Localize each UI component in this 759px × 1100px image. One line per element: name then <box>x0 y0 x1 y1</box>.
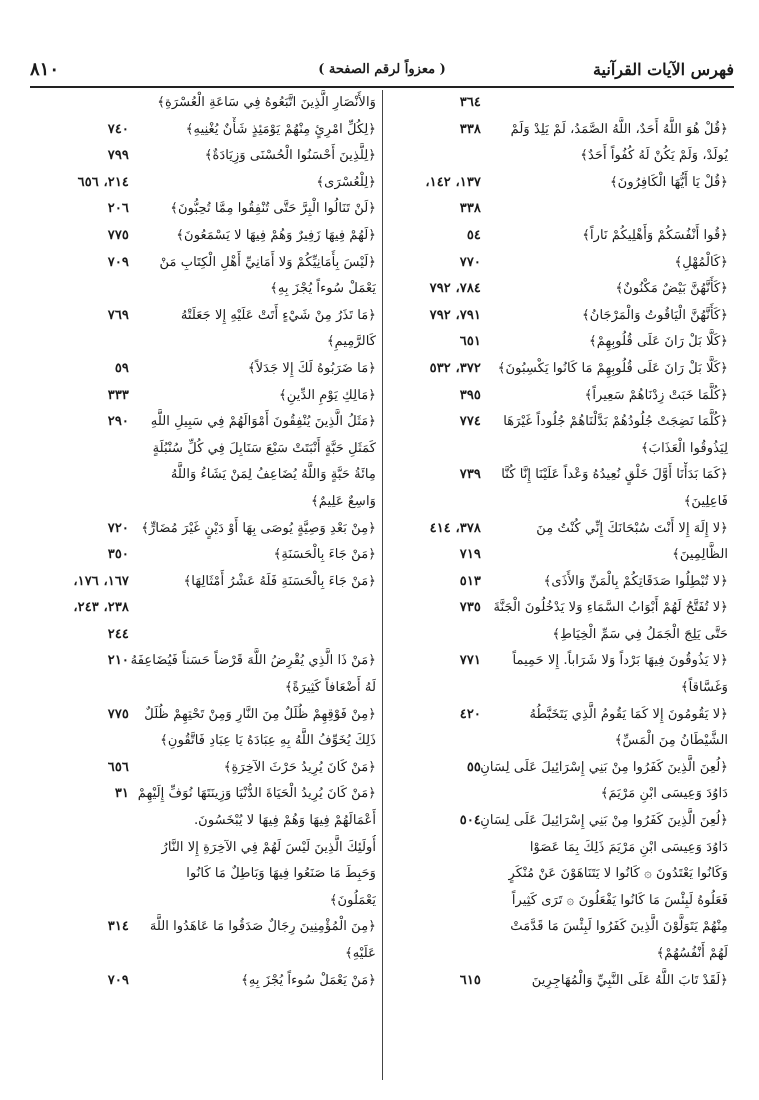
index-entry <box>30 90 382 117</box>
index-entry <box>382 383 734 410</box>
index-entry <box>382 143 734 170</box>
page-reference: ٣١ <box>114 786 129 802</box>
verse-text: ﴿لَقَدْ تَابَ اللَّهُ عَلَى النَّبِيِّ وَالْمُهَاجِرِينَ <box>531 972 728 988</box>
index-entry <box>382 329 734 356</box>
index-entry <box>382 675 734 702</box>
page-reference: ٧٩١، ٧٩٢ <box>429 307 481 323</box>
index-entry <box>382 968 734 995</box>
page-reference: ٧٧٥ <box>107 706 129 722</box>
page-subtitle: ( معزواً لرقم الصفحة ) <box>318 62 446 77</box>
page-reference: ٢٩٠ <box>107 414 129 430</box>
verse-text: ﴿كَالْمُهْلِ﴾ <box>674 254 728 270</box>
verse-text: ﴿لِكُلِّ امْرِئٍ مِنْهُمْ يَوْمَئِذٍ شَأْنٌ يُغْنِيهِ﴾ <box>185 121 376 137</box>
verse-text: وَحَبِطَ مَا صَنَعُوا فِيهَا وَبَاطِلٌ مَا كَانُوا <box>186 866 376 882</box>
index-entry <box>30 462 382 489</box>
index-entry <box>382 648 734 675</box>
page-reference: ٣٣٨ <box>459 121 481 137</box>
page-reference: ١٦٧، ١٧٦، <box>73 573 129 589</box>
index-entry <box>382 781 734 808</box>
page-reference: ٢٠٦ <box>107 201 129 217</box>
verse-text: ﴿مَنْ جَاءَ بِالْحَسَنَةِ فَلَهُ عَشْرُ أَمْثَالِهَا﴾ <box>183 573 376 589</box>
page-reference: ٧٧٤ <box>459 414 481 430</box>
verse-text: أَعْمَالَهُمْ فِيهَا وَهُمْ فِيهَا لا يُبْخَسُونَ. <box>193 813 376 829</box>
index-entry <box>30 542 382 569</box>
index-entry <box>382 622 734 649</box>
index-entry <box>30 143 382 170</box>
page-title: فهرس الآيات القرآنية <box>592 60 734 79</box>
page-reference: ٣٩٥ <box>459 387 481 403</box>
index-entry <box>30 622 382 649</box>
verse-text: ﴿لُعِنَ الَّذِينَ كَفَرُوا مِنْ بَنِي إِسْرَائِيلَ عَلَى لِسَانِ <box>480 813 728 829</box>
verse-text: ﴿مَا تَذَرُ مِنْ شَيْءٍ أَتَتْ عَلَيْهِ إِلا جَعَلَتْهُ <box>180 307 376 323</box>
verse-text: لِيَذُوقُوا الْعَذَابَ﴾ <box>640 440 728 456</box>
page-reference: ١٣٧، ١٤٢، <box>425 174 481 190</box>
page-header <box>30 58 734 84</box>
index-entry <box>30 276 382 303</box>
verse-text: لَهُ أَضْعَافاً كَثِيرَةً﴾ <box>284 680 376 696</box>
verse-text: أُولَئِكَ الَّذِينَ لَيْسَ لَهُمْ فِي الآخِرَةِ إِلا النَّارُ <box>161 839 376 855</box>
index-entry <box>30 356 382 383</box>
page-reference: ٢١٠ <box>107 653 129 669</box>
index-entry <box>30 383 382 410</box>
verse-text: ﴿كَأَنَّهُنَّ بَيْضٌ مَكْنُونٌ﴾ <box>615 281 728 297</box>
index-entry <box>382 941 734 968</box>
index-entry <box>382 170 734 197</box>
verse-text: ﴿قُوا أَنْفُسَكُمْ وَأَهْلِيكُمْ نَاراً﴾ <box>582 227 728 243</box>
index-entry <box>382 462 734 489</box>
index-entry <box>382 808 734 835</box>
index-entry <box>30 861 382 888</box>
page-reference: ٧٧٠ <box>459 254 481 270</box>
index-entry <box>30 835 382 862</box>
page-reference: ٢١٤، ٦٥٦ <box>77 174 129 190</box>
left-column <box>30 90 382 994</box>
index-entry <box>30 595 382 622</box>
verse-text: فَعَلُوهُ لَبِئْسَ مَا كَانُوا يَفْعَلُونَ ۞ تَرَى كَثِيراً <box>511 892 728 908</box>
verse-text: فَاعِلِينَ﴾ <box>683 493 728 509</box>
index-entry <box>30 489 382 516</box>
page-reference: ٧٠٩ <box>107 254 129 270</box>
verse-text: ﴿لِلْعُسْرَى﴾ <box>316 174 376 190</box>
page-reference: ٣١٤ <box>107 919 129 935</box>
verse-text: ﴿كُلَّمَا نَضِجَتْ جُلُودُهُمْ بَدَّلْنَاهُمْ جُلُوداً غَيْرَهَا <box>503 414 728 430</box>
index-entry <box>382 489 734 516</box>
page-reference: ٣٦٤ <box>459 95 481 110</box>
index-entry <box>30 941 382 968</box>
verse-text: ﴿كَلَّا بَلْ رَانَ عَلَى قُلُوبِهِمْ﴾ <box>589 334 728 350</box>
index-entry <box>382 276 734 303</box>
index-entry <box>30 223 382 250</box>
index-entry <box>30 196 382 223</box>
verse-text: ﴿لَيْسَ بِأَمَانِيِّكُمْ وَلا أَمَانِيِّ أَهْلِ الْكِتَابِ مَنْ <box>159 254 376 270</box>
page-reference: ٧٣٥ <box>459 600 481 616</box>
page-reference: ٥٩ <box>114 360 129 376</box>
verse-text: ﴿لُعِنَ الَّذِينَ كَفَرُوا مِنْ بَنِي إِسْرَائِيلَ عَلَى لِسَانِ <box>480 759 728 775</box>
index-entry <box>382 250 734 277</box>
page-reference: ٣٣٨ <box>459 201 481 217</box>
verse-text: ﴿قُلْ هُوَ اللَّهُ أَحَدٌ، اللَّهُ الصَّمَدُ، لَمْ يَلِدْ وَلَمْ <box>510 121 728 137</box>
column-divider <box>382 90 383 1080</box>
index-entry <box>382 861 734 888</box>
index-entry <box>30 569 382 596</box>
index-entry <box>30 968 382 995</box>
verse-text: يَعْمَلْ سُوءاً يُجْزَ بِهِ﴾ <box>270 281 376 297</box>
verse-text: ﴿مَثَلُ الَّذِينَ يُنْفِقُونَ أَمْوَالَهُمْ فِي سَبِيلِ اللَّهِ <box>150 414 376 430</box>
verse-text: الظَّالِمِينَ﴾ <box>672 547 728 563</box>
verse-text: دَاوُدَ وَعِيسَى ابْنِ مَرْيَمَ ذَلِكَ بِمَا عَصَوْا <box>529 839 728 855</box>
index-entry <box>382 569 734 596</box>
verse-text: ﴿لا تُبْطِلُوا صَدَقَاتِكُمْ بِالْمَنِّ وَالأَذَى﴾ <box>543 573 728 589</box>
verse-text: ﴿مَنْ يَعْمَلْ سُوءاً يُجْزَ بِهِ﴾ <box>241 972 376 988</box>
index-entry <box>30 170 382 197</box>
verse-text: حَتَّى يَلِجَ الْجَمَلُ فِي سَمِّ الْخِيَاطِ﴾ <box>552 626 728 642</box>
page-reference: ٢٣٨، ٢٤٣، <box>73 600 129 616</box>
page-reference: ٧٦٩ <box>107 307 129 323</box>
verse-text: كَالرَّمِيمِ﴾ <box>326 334 376 350</box>
verse-text: دَاوُدَ وَعِيسَى ابْنِ مَرْيَمَ﴾ <box>600 786 728 802</box>
verse-text: ﴿لَهُمْ فِيهَا زَفِيرٌ وَهُمْ فِيهَا لا يَسْمَعُونَ﴾ <box>176 227 376 243</box>
index-entry <box>382 888 734 915</box>
verse-text: ﴿لِلَّذِينَ أَحْسَنُوا الْحُسْنَى وَزِيَادَةٌ﴾ <box>204 148 376 164</box>
verse-text: الشَّيْطَانُ مِنَ الْمَسِّ﴾ <box>614 733 728 749</box>
verse-text: ﴿لا إِلَهَ إِلا أَنْتَ سُبْحَانَكَ إِنِّي كُنْتُ مِنَ <box>536 520 728 536</box>
index-entry <box>30 250 382 277</box>
index-entry <box>30 914 382 941</box>
verse-text: ﴿مَنْ كَانَ يُرِيدُ حَرْثَ الآخِرَةِ﴾ <box>223 759 376 775</box>
page-reference: ٢٤٤ <box>107 626 129 642</box>
verse-text: ﴿لا يَقُومُونَ إِلا كَمَا يَقُومُ الَّذِي يَتَخَبَّطُهُ <box>529 706 728 722</box>
index-entry <box>30 648 382 675</box>
page-reference: ٦٥٦ <box>107 759 129 775</box>
verse-text: مِنْهُمْ يَتَوَلَّوْنَ الَّذِينَ كَفَرُوا لَبِئْسَ مَا قَدَّمَتْ <box>510 919 728 935</box>
index-entry <box>382 595 734 622</box>
index-entry <box>30 409 382 436</box>
page-reference: ٧٩٩ <box>107 148 129 164</box>
page-reference: ٣٧٨، ٤١٤ <box>429 520 481 536</box>
index-entry <box>30 808 382 835</box>
verse-text: وَغَسَّاقاً﴾ <box>680 680 728 696</box>
page-reference: ٧٢٠ <box>107 520 129 536</box>
verse-text: وَالأَنْصَارِ الَّذِينَ اتَّبَعُوهُ فِي سَاعَةِ الْعُسْرَةِ﴾ <box>157 95 376 110</box>
right-column <box>382 90 734 994</box>
index-entry <box>382 356 734 383</box>
verse-text: ﴿لا تُفَتَّحُ لَهُمْ أَبْوَابُ السَّمَاءِ وَلا يَدْخُلُونَ الْجَنَّةَ <box>493 600 728 616</box>
verse-text: ﴿كَمَا بَدَأْنَا أَوَّلَ خَلْقٍ نُعِيدُهُ وَعْداً عَلَيْنَا إِنَّا كُنَّا <box>501 467 728 483</box>
verse-text: وَكَانُوا يَعْتَدُونَ ۞ كَانُوا لا يَتَنَاهَوْنَ عَنْ مُنْكَرٍ <box>508 866 728 882</box>
verse-text: ﴿كُلَّمَا خَبَتْ زِدْنَاهُمْ سَعِيراً﴾ <box>584 387 728 403</box>
verse-text: ﴿مَالِكِ يَوْمِ الدِّينِ﴾ <box>278 387 376 403</box>
page-reference: ٦٥١ <box>459 334 481 350</box>
verse-text: ﴿مَنْ ذَا الَّذِي يُقْرِضُ اللَّهَ قَرْضاً حَسَناً فَيُضَاعِفَهُ <box>130 653 376 669</box>
index-entry <box>382 196 734 223</box>
index-entry <box>382 914 734 941</box>
index-entry <box>382 702 734 729</box>
verse-text: ﴿قُلْ يَا أَيُّهَا الْكَافِرُونَ﴾ <box>609 174 728 190</box>
verse-text: ﴿لَنْ تَنَالُوا الْبِرَّ حَتَّى تُنْفِقُوا مِمَّا تُحِبُّونَ﴾ <box>170 201 376 217</box>
index-entry <box>30 781 382 808</box>
verse-text: يُولَدْ، وَلَمْ يَكُنْ لَهُ كُفُواً أَحَدٌ﴾ <box>580 148 728 164</box>
page-reference: ٣٧٢، ٥٣٢ <box>429 360 481 376</box>
page-reference: ٧٨٤، ٧٩٢ <box>429 281 481 297</box>
page-number: ٨١٠ <box>30 59 60 80</box>
index-entry <box>382 90 734 117</box>
index-entry <box>382 755 734 782</box>
index-entry <box>30 436 382 463</box>
index-entry <box>382 835 734 862</box>
index-entry <box>382 303 734 330</box>
index-entry <box>30 516 382 543</box>
verse-text: وَاسِعٌ عَلِيمٌ﴾ <box>310 493 376 509</box>
index-entry <box>30 303 382 330</box>
index-entry <box>382 436 734 463</box>
verse-text: ﴿مَا ضَرَبُوهُ لَكَ إِلا جَدَلاً﴾ <box>247 360 376 376</box>
verse-text: ﴿مَنْ جَاءَ بِالْحَسَنَةِ﴾ <box>273 547 376 563</box>
verse-text: ذَلِكَ يُخَوِّفُ اللَّهُ بِهِ عِبَادَهُ يَا عِبَادِ فَاتَّقُونِ﴾ <box>160 733 376 749</box>
index-page <box>30 58 734 1078</box>
index-entry <box>30 888 382 915</box>
page-reference: ٥١٣ <box>459 573 481 589</box>
verse-text: ﴿مَنْ كَانَ يُرِيدُ الْحَيَاةَ الدُّنْيَا وَزِينَتَهَا نُوَفِّ إِلَيْهِمْ <box>137 786 376 802</box>
verse-text: ﴿كَأَنَّهُنَّ الْيَاقُوتُ وَالْمَرْجَانُ﴾ <box>582 307 728 323</box>
page-reference: ٥٥ <box>466 759 481 775</box>
page-reference: ٥٠٤ <box>459 813 481 829</box>
index-entry <box>30 117 382 144</box>
page-reference: ٧٧١ <box>459 653 481 669</box>
verse-text: ﴿كَلَّا بَلْ رَانَ عَلَى قُلُوبِهِمْ مَا كَانُوا يَكْسِبُونَ﴾ <box>497 360 728 376</box>
index-entry <box>382 516 734 543</box>
index-entry <box>382 409 734 436</box>
verse-text: ﴿مِنَ الْمُؤْمِنِينَ رِجَالٌ صَدَقُوا مَا عَاهَدُوا اللَّهَ <box>149 919 376 935</box>
verse-text: يَعْمَلُونَ﴾ <box>329 892 376 908</box>
index-entry <box>382 728 734 755</box>
verse-text: ﴿مِنْ فَوْقِهِمْ ظُلَلٌ مِنَ النَّارِ وَمِنْ تَحْتِهِمْ ظُلَلٌ <box>144 706 376 722</box>
page-reference: ٧١٩ <box>459 547 481 563</box>
index-entry <box>30 329 382 356</box>
page-reference: ٣٣٣ <box>107 387 129 403</box>
verse-text: كَمَثَلِ حَبَّةٍ أَنْبَتَتْ سَبْعَ سَنَابِلَ فِي كُلِّ سُنْبُلَةٍ <box>152 440 376 456</box>
page-reference: ٧٠٩ <box>107 972 129 988</box>
index-entry <box>382 542 734 569</box>
verse-text: لَهُمْ أَنْفُسُهُمْ﴾ <box>656 946 728 961</box>
page-reference: ٧٣٩ <box>459 467 481 483</box>
page-reference: ٤٢٠ <box>459 706 481 722</box>
index-entry <box>30 702 382 729</box>
verse-text: ﴿مِنْ بَعْدِ وَصِيَّةٍ يُوصَى بِهَا أَوْ دَيْنٍ غَيْرَ مُضَارٍّ﴾ <box>141 520 376 536</box>
index-entry <box>30 728 382 755</box>
page-reference: ٣٥٠ <box>107 547 129 563</box>
page-reference: ٥٤ <box>466 227 481 243</box>
index-entry <box>30 675 382 702</box>
page-reference: ٧٧٥ <box>107 227 129 243</box>
index-entry <box>382 117 734 144</box>
page-reference: ٦١٥ <box>459 972 481 988</box>
verse-text: ﴿لا يَذُوقُونَ فِيهَا بَرْداً وَلا شَرَاباً. إِلا حَمِيماً <box>512 653 728 669</box>
verse-text: عَلَيْهِ﴾ <box>344 946 376 961</box>
header-rule <box>30 86 734 88</box>
verse-text: مِائَةُ حَبَّةٍ وَاللَّهُ يُضَاعِفُ لِمَنْ يَشَاءُ وَاللَّهُ <box>170 467 376 483</box>
index-entry <box>30 755 382 782</box>
page-reference: ٧٤٠ <box>107 121 129 137</box>
index-entry <box>382 223 734 250</box>
